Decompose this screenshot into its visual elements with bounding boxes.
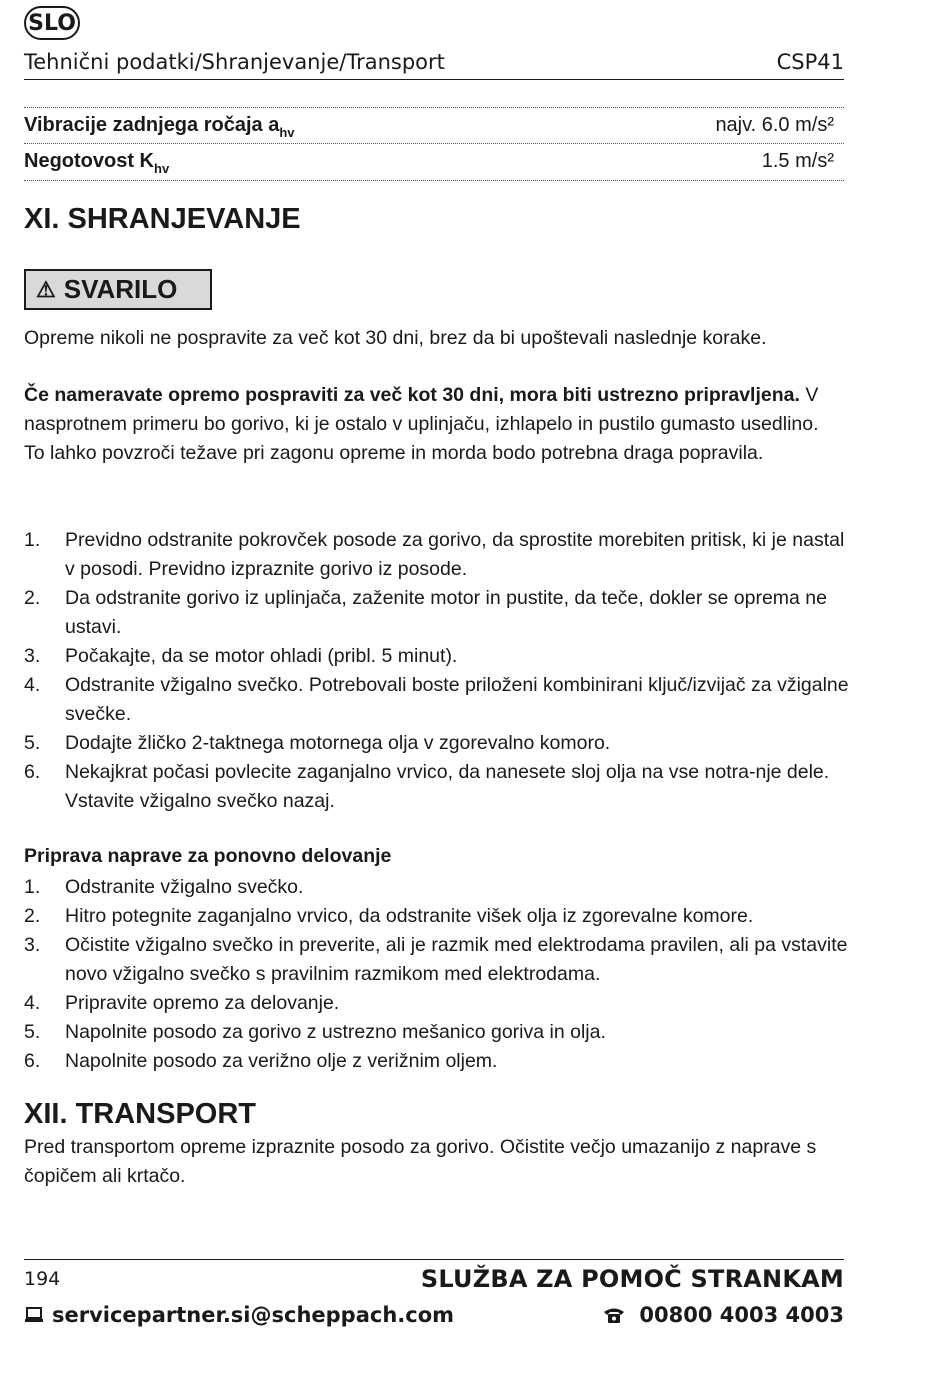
spec-row bbox=[24, 114, 834, 140]
step-text: Dodajte žličko 2-taktnega motornega olja v zgorevalno komoro. bbox=[65, 732, 611, 754]
step-number: 1. bbox=[24, 876, 41, 898]
transport-text: Pred transportom opreme izpraznite posodo za gorivo. Očistite večjo umazanijo z naprave s čopičem ali krtačo. bbox=[24, 1136, 817, 1187]
language-badge: SLO bbox=[24, 6, 80, 40]
header-title: Tehnični podatki/Shranjevanje/Transport bbox=[24, 50, 445, 74]
storage-lead-bold: Če nameravate opremo pospraviti za več kot 30 dni, mora biti ustrezno pripravljena. bbox=[24, 384, 800, 406]
list-item bbox=[24, 902, 854, 931]
spec-divider bbox=[24, 143, 844, 144]
phone-number[interactable]: 00800 4003 4003 bbox=[639, 1303, 844, 1327]
storage-heading: XI. SHRANJEVANJE bbox=[24, 203, 301, 235]
phone-contact bbox=[603, 1303, 844, 1327]
step-number: 5. bbox=[24, 1021, 41, 1043]
step-number: 3. bbox=[24, 645, 41, 667]
step-number: 1. bbox=[24, 529, 41, 551]
spec-divider bbox=[24, 107, 844, 108]
reuse-steps bbox=[24, 873, 854, 1076]
warning-label: SVARILO bbox=[63, 274, 178, 304]
list-item bbox=[24, 526, 854, 584]
page-number: 194 bbox=[24, 1268, 61, 1290]
storage-intro: Opreme nikoli ne pospravite za več kot 30 dni, brez da bi upoštevali naslednje korake. bbox=[24, 327, 767, 349]
service-title: SLUŽBA ZA POMOČ STRANKAM bbox=[420, 1265, 844, 1293]
step-text: Napolnite posodo za verižno olje z verižnim oljem. bbox=[65, 1050, 498, 1072]
step-text: Previdno odstranite pokrovček posode za gorivo, da sprostite morebiten pritisk, ki je nastal v posodi. Previdno izpraznite gorivo iz posode. bbox=[65, 529, 845, 580]
storage-steps bbox=[24, 526, 854, 816]
step-number: 6. bbox=[24, 1050, 41, 1072]
spec-label: Vibracije zadnjega ročaja $a_{hv}$ bbox=[24, 114, 295, 140]
step-number: 3. bbox=[24, 934, 41, 956]
list-item bbox=[24, 584, 854, 642]
list-item bbox=[24, 729, 854, 758]
footer-rule bbox=[24, 1259, 844, 1260]
list-item bbox=[24, 642, 854, 671]
step-number: 4. bbox=[24, 674, 41, 696]
list-item bbox=[24, 1018, 854, 1047]
step-text: Nekajkrat počasi povlecite zaganjalno vrvico, da nanesete sloj olja na vse notra-nje dele. Vstavite vžigalno svečko nazaj. bbox=[65, 761, 830, 812]
warning-icon: ⚠ bbox=[36, 276, 56, 302]
list-item bbox=[24, 873, 854, 902]
step-number: 5. bbox=[24, 732, 41, 754]
list-item bbox=[24, 989, 854, 1018]
list-item bbox=[24, 758, 854, 816]
step-text: Odstranite vžigalno svečko. bbox=[65, 876, 304, 898]
list-item bbox=[24, 1047, 854, 1076]
step-text: Napolnite posodo za gorivo z ustrezno mešanico goriva in olja. bbox=[65, 1021, 606, 1043]
warning-box bbox=[24, 269, 212, 310]
step-text: Počakajte, da se motor ohladi (pribl. 5 minut). bbox=[65, 645, 458, 667]
spec-value: 1.5 m/s² bbox=[761, 150, 834, 172]
storage-lead bbox=[24, 381, 844, 468]
email-contact bbox=[24, 1303, 454, 1327]
reuse-heading: Priprava naprave za ponovno delovanje bbox=[24, 845, 392, 867]
storage-lead-rest: V nasprotnem primeru bo gorivo, ki je ostalo v uplinjaču, izhlapelo in pustilo gumasto usedlino. To lahko povzroči težave pri zagonu opreme in morda bodo potrebna draga popravila. bbox=[24, 384, 819, 464]
email-address[interactable]: servicepartner.si@scheppach.com bbox=[52, 1303, 455, 1327]
transport-heading: XII. TRANSPORT bbox=[24, 1098, 257, 1130]
step-text: Da odstranite gorivo iz uplinjača, zaženite motor in pustite, da teče, dokler se oprema ne ustavi. bbox=[65, 587, 827, 638]
step-number: 6. bbox=[24, 761, 41, 783]
spec-label: Negotovost $K_{hv}$ bbox=[24, 150, 170, 176]
step-text: Pripravite opremo za delovanje. bbox=[65, 992, 340, 1014]
step-text: Očistite vžigalno svečko in preverite, ali je razmik med elektrodama pravilen, ali pa vstavite novo vžigalno svečko s pravilnim razmikom med elektrodama. bbox=[65, 934, 848, 985]
header-model: CSP41 bbox=[776, 50, 844, 74]
list-item bbox=[24, 671, 854, 729]
spec-value: najv. 6.0 m/s² bbox=[715, 114, 834, 136]
step-text: Odstranite vžigalno svečko. Potrebovali boste priloženi kombinirani ključ/izvijač za vžigalne svečke. bbox=[65, 674, 849, 725]
header-rule bbox=[24, 79, 844, 80]
spec-row bbox=[24, 150, 834, 176]
spec-divider bbox=[24, 180, 844, 181]
computer-icon bbox=[24, 1306, 44, 1324]
list-item bbox=[24, 931, 854, 989]
step-text: Hitro potegnite zaganjalno vrvico, da odstranite višek olja iz zgorevalne komore. bbox=[65, 905, 754, 927]
step-number: 2. bbox=[24, 587, 41, 609]
step-number: 2. bbox=[24, 905, 41, 927]
step-number: 4. bbox=[24, 992, 41, 1014]
telephone-icon bbox=[603, 1306, 625, 1324]
